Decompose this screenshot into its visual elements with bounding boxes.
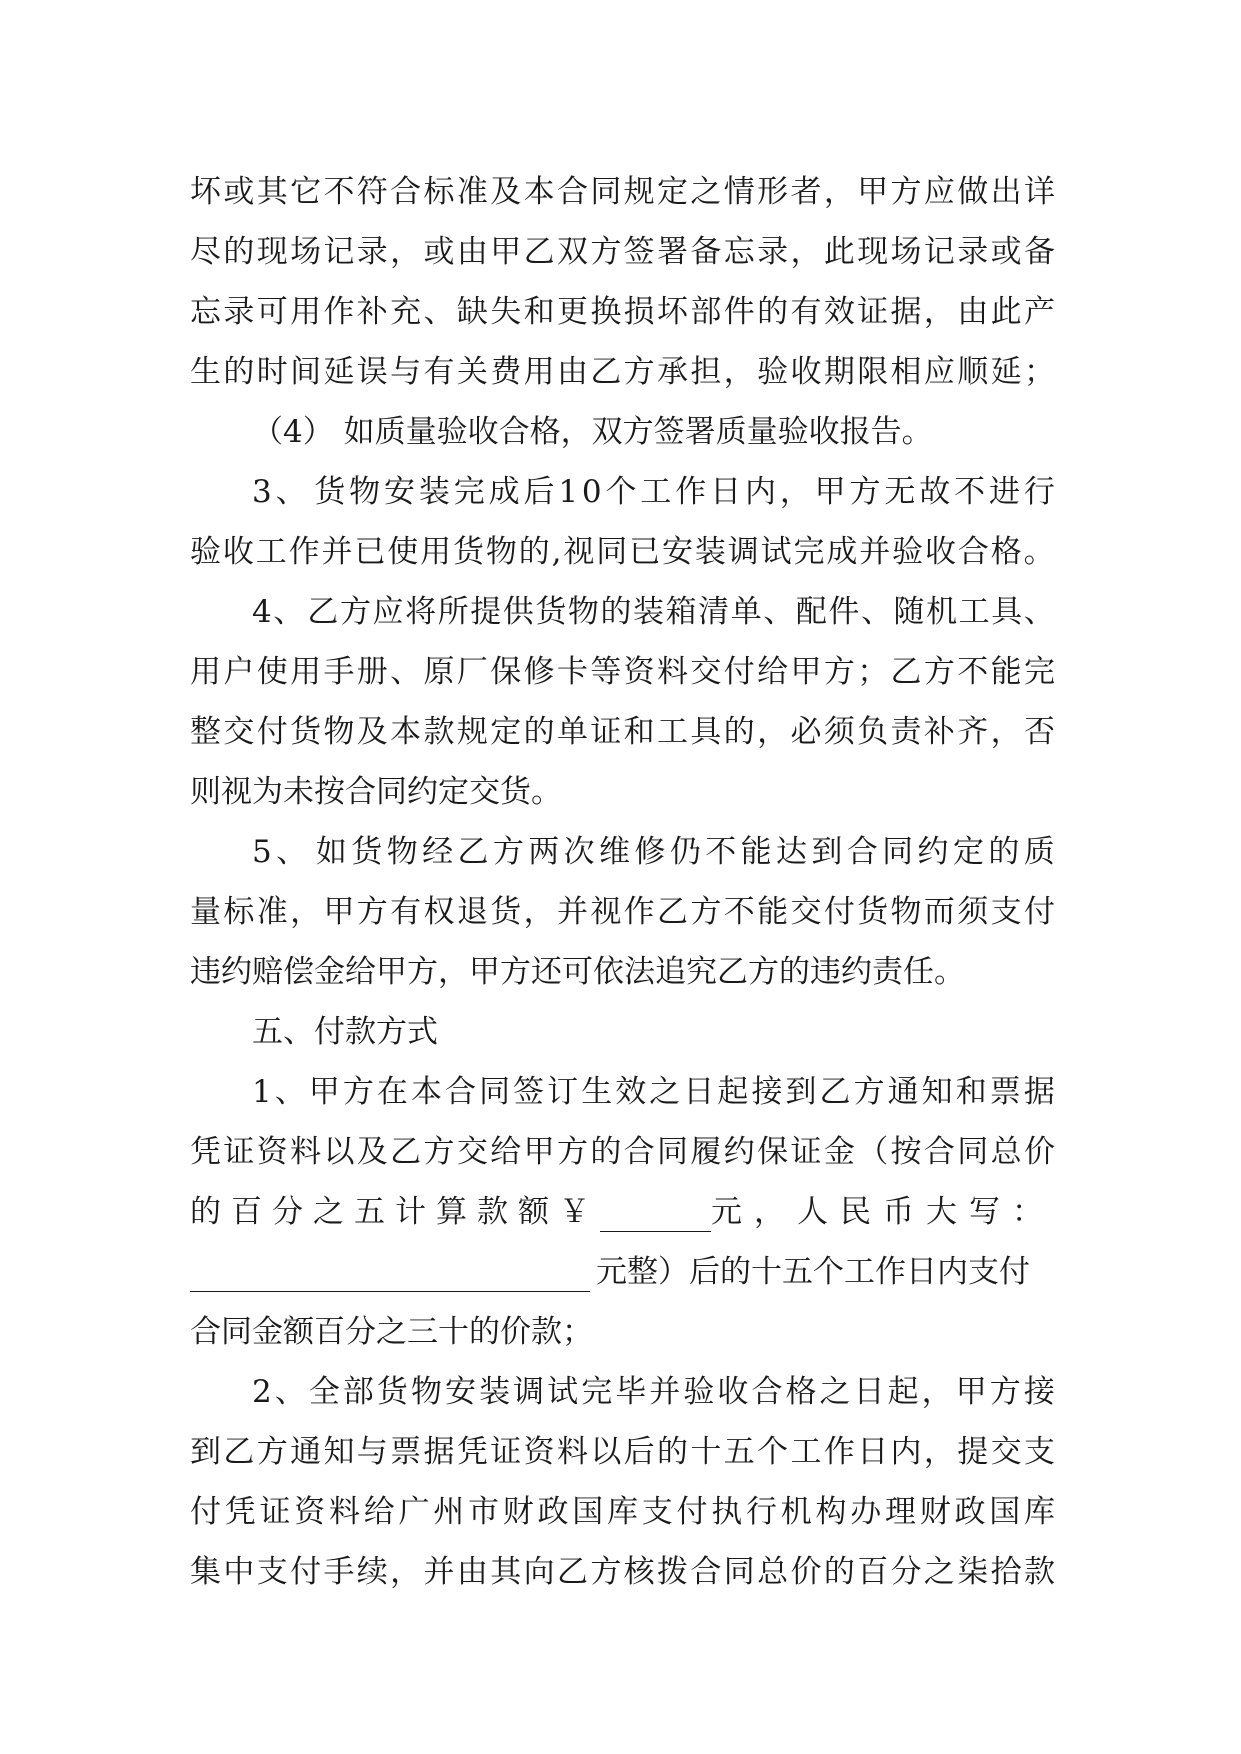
text-line: 坏 或 其 它 不 符 合 标 准 及 本 合 同 规 定 之 情 形 者 ， 甲 方 应 做 出 详 [190,174,1055,210]
amount-words-line [190,1242,1055,1302]
text-line: 付 凭 证 资 料 给 广 州 市 财 政 国 库 支 付 执 行 机 构 办 理 财 政 国 库 [190,1494,1055,1530]
text-line: （4） 如质量验收合格，双方签署质量验收报告。 [252,414,933,450]
contract-text [190,162,1055,1602]
text-line: 3 、 货 物 安 装 完 成 后 1 0 个 工 作 日 内 ， 甲 方 无 故 不 进 行 [252,474,1055,510]
text-line: 1 、 甲 方 在 本 合 同 签 订 生 效 之 日 起 接 到 乙 方 通 知 和 票 据 [252,1074,1055,1110]
text-line: 生 的 时 间 延 误 与 有 关 费 用 由 乙 方 承 担 ， 验 收 期 限 相 应 顺 延 ； [190,354,1055,390]
amount-words-label: 元，人民币大写： [711,1194,1055,1230]
amount-line [190,1182,1055,1242]
text-line: 5 、 如 货 物 经 乙 方 两 次 维 修 仍 不 能 达 到 合 同 约 定 的 质 [252,834,1055,870]
text-line: 违约赔偿金给甲方，甲方还可依法追究乙方的违约责任。 [190,954,965,990]
text-line: 凭 证 资 料 以 及 乙 方 交 给 甲 方 的 合 同 履 约 保 证 金 （ 按 合 同 总 价 [190,1134,1055,1170]
amount-blank [600,1193,711,1232]
text-line: 整 交 付 货 物 及 本 款 规 定 的 单 证 和 工 具 的 ， 必 须 负 责 补 齐 ， 否 [190,714,1055,750]
text-line: 合同金额百分之三十的价款； [190,1314,593,1350]
text-line: 2 、 全 部 货 物 安 装 调 试 完 毕 并 验 收 合 格 之 日 起 ， 甲 方 接 [252,1374,1055,1410]
amount-words-blank [190,1253,590,1292]
text-line: 则视为未按合同约定交货。 [190,774,562,810]
text-line: 忘 录 可 用 作 补 充 、 缺 失 和 更 换 损 坏 部 件 的 有 效 证 据 ， 由 此 产 [190,294,1055,330]
text-line: 4 、 乙 方 应 将 所 提 供 货 物 的 装 箱 清 单 、 配 件 、 随 机 工 具 、 [252,594,1055,630]
amount-label: 的百分之五计算款额￥ [190,1194,600,1230]
text-line: 到 乙 方 通 知 与 票 据 凭 证 资 料 以 后 的 十 五 个 工 作 日 内 ， 提 交 支 [190,1434,1055,1470]
text-line: 尽 的 现 场 记 录 ， 或 由 甲 乙 双 方 签 署 备 忘 录 ， 此 现 场 记 录 或 备 [190,234,1055,270]
amount-words-suffix: 元整）后的十五个工作日内支付 [596,1254,1030,1290]
text-line: 用 户 使 用 手 册 、 原 厂 保 修 卡 等 资 料 交 付 给 甲 方 ； 乙 方 不 能 完 [190,654,1055,690]
text-line: 集 中 支 付 手 续 ， 并 由 其 向 乙 方 核 拨 合 同 总 价 的 百 分 之 柒 拾 款 [190,1554,1055,1590]
text-line: 量 标 准 ， 甲 方 有 权 退 货 ， 并 视 作 乙 方 不 能 交 付 货 物 而 须 支 付 [190,894,1055,930]
section-heading: 五、付款方式 [252,1014,438,1050]
text-line: 验 收 工 作 并 已 使 用 货 物 的 , 视 同 已 安 装 调 试 完 成 并 验 收 合 格 。 [190,534,1055,570]
